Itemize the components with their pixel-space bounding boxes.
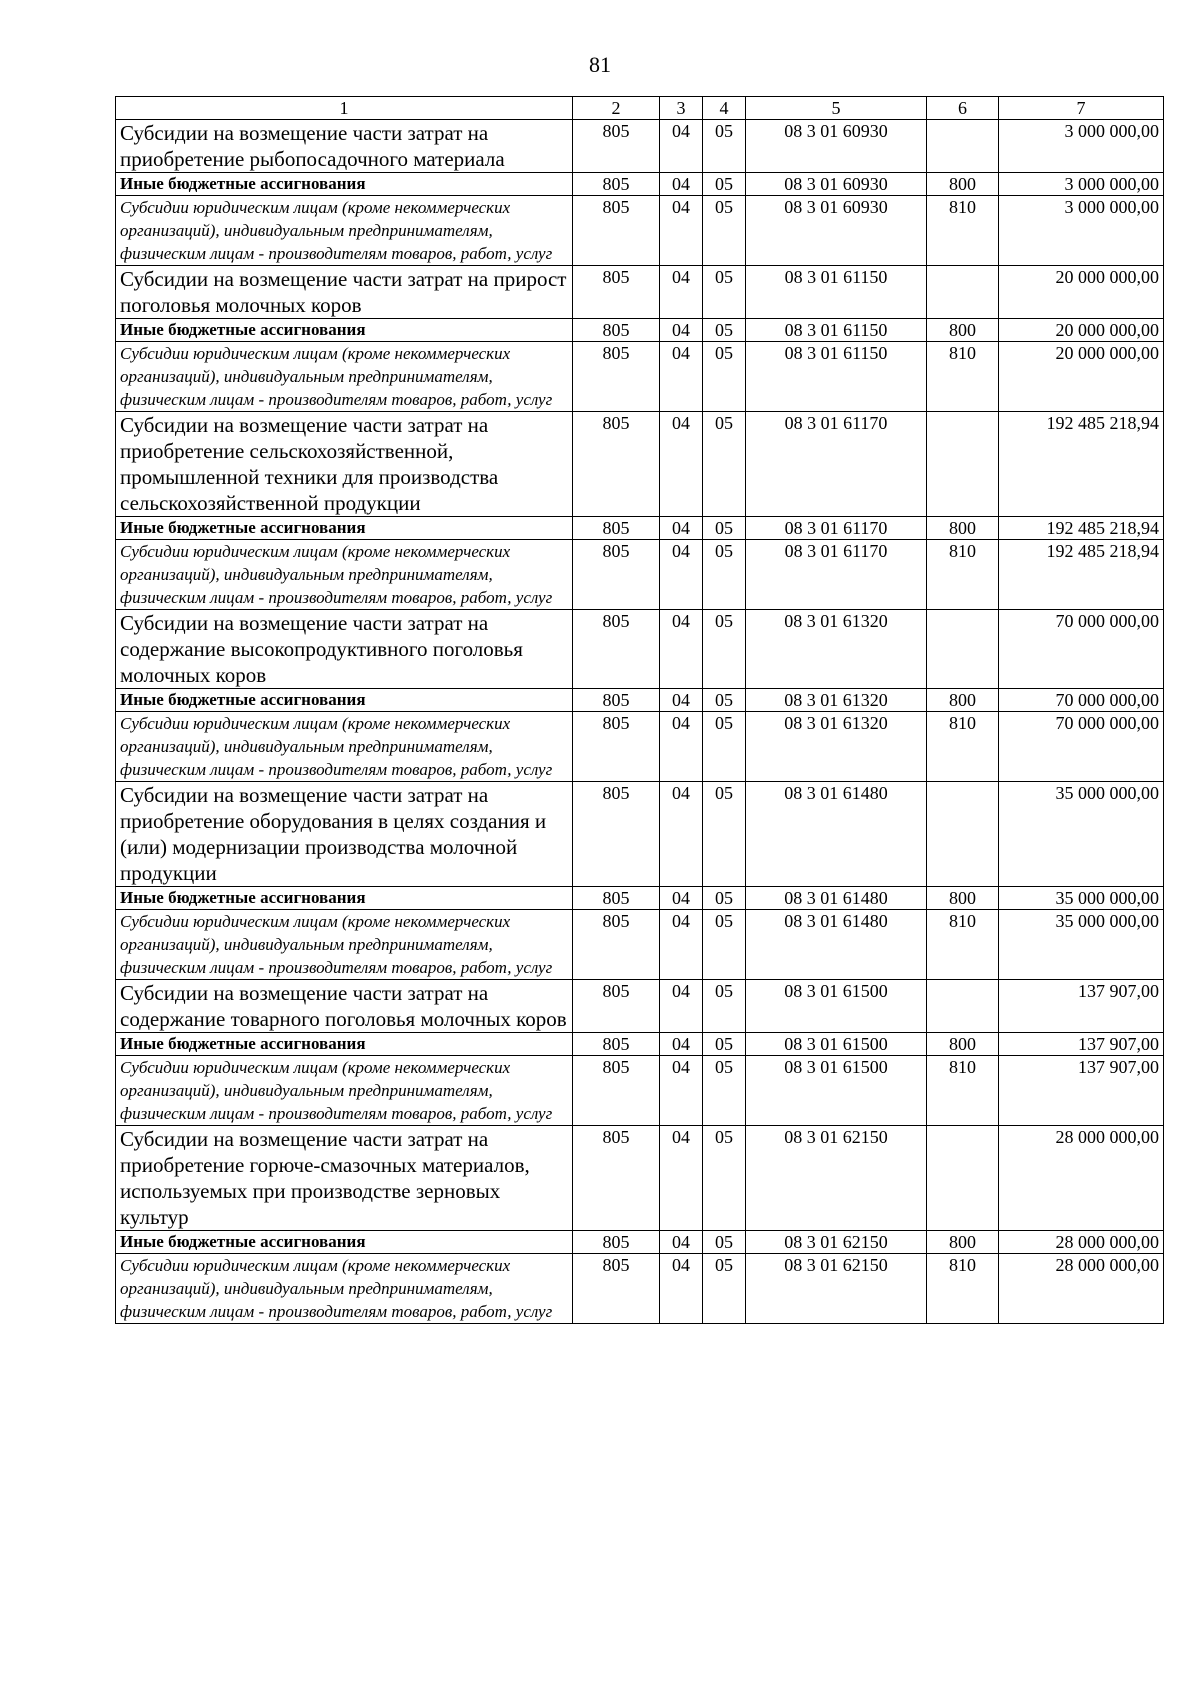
row-section-code: 04 — [660, 412, 703, 517]
row-subsection-code: 05 — [703, 173, 746, 196]
row-section-code: 04 — [660, 1126, 703, 1231]
row-description: Субсидии на возмещение части затрат на прирост поголовья молочных коров — [116, 266, 573, 319]
table-row — [116, 980, 1164, 1033]
table-row — [116, 540, 1164, 610]
row-expense-type-code: 810 — [927, 540, 999, 610]
row-subsection-code: 05 — [703, 1056, 746, 1126]
table-row — [116, 782, 1164, 887]
row-target-article-code: 08 3 01 61500 — [746, 1033, 927, 1056]
row-amount: 137 907,00 — [999, 1056, 1164, 1126]
row-subsection-code: 05 — [703, 120, 746, 173]
row-target-article-code: 08 3 01 61480 — [746, 782, 927, 887]
row-amount: 28 000 000,00 — [999, 1126, 1164, 1231]
row-target-article-code: 08 3 01 61500 — [746, 1056, 927, 1126]
row-expense-type-code: 810 — [927, 342, 999, 412]
row-subsection-code: 05 — [703, 689, 746, 712]
row-amount: 20 000 000,00 — [999, 342, 1164, 412]
table-row — [116, 1126, 1164, 1231]
row-description: Субсидии юридическим лицам (кроме некоммерческих организаций), индивидуальным предпринимателям, физическим лицам - производителям товаров, работ, услуг — [116, 712, 573, 782]
row-section-code: 04 — [660, 1254, 703, 1324]
row-section-code: 04 — [660, 689, 703, 712]
table-row — [116, 610, 1164, 689]
row-ministry-code: 805 — [573, 196, 660, 266]
row-ministry-code: 805 — [573, 1056, 660, 1126]
row-amount: 28 000 000,00 — [999, 1254, 1164, 1324]
row-description: Субсидии юридическим лицам (кроме некоммерческих организаций), индивидуальным предпринимателям, физическим лицам - производителям товаров, работ, услуг — [116, 1254, 573, 1324]
row-ministry-code: 805 — [573, 517, 660, 540]
header-cell: 5 — [746, 97, 927, 120]
row-description: Субсидии юридическим лицам (кроме некоммерческих организаций), индивидуальным предпринимателям, физическим лицам - производителям товаров, работ, услуг — [116, 540, 573, 610]
table-row — [116, 319, 1164, 342]
row-description: Иные бюджетные ассигнования — [116, 1033, 573, 1056]
row-ministry-code: 805 — [573, 120, 660, 173]
row-target-article-code: 08 3 01 62150 — [746, 1254, 927, 1324]
row-ministry-code: 805 — [573, 1231, 660, 1254]
row-ministry-code: 805 — [573, 610, 660, 689]
row-amount: 137 907,00 — [999, 980, 1164, 1033]
row-description: Субсидии на возмещение части затрат на приобретение сельскохозяйственной, промышленной техники для производства сельскохозяйственной продукции — [116, 412, 573, 517]
row-amount: 20 000 000,00 — [999, 266, 1164, 319]
row-amount: 35 000 000,00 — [999, 910, 1164, 980]
row-section-code: 04 — [660, 1033, 703, 1056]
row-expense-type-code: 800 — [927, 319, 999, 342]
row-ministry-code: 805 — [573, 689, 660, 712]
row-expense-type-code: 800 — [927, 1033, 999, 1056]
row-target-article-code: 08 3 01 61170 — [746, 540, 927, 610]
row-description: Субсидии юридическим лицам (кроме некоммерческих организаций), индивидуальным предпринимателям, физическим лицам - производителям товаров, работ, услуг — [116, 910, 573, 980]
row-target-article-code: 08 3 01 60930 — [746, 120, 927, 173]
header-cell: 4 — [703, 97, 746, 120]
budget-table — [115, 96, 1164, 1324]
row-expense-type-code: 810 — [927, 1254, 999, 1324]
row-description: Субсидии на возмещение части затрат на содержание товарного поголовья молочных коров — [116, 980, 573, 1033]
row-expense-type-code — [927, 782, 999, 887]
header-cell: 1 — [116, 97, 573, 120]
row-expense-type-code: 810 — [927, 1056, 999, 1126]
table-row — [116, 266, 1164, 319]
header-cell: 6 — [927, 97, 999, 120]
row-ministry-code: 805 — [573, 1254, 660, 1324]
row-section-code: 04 — [660, 910, 703, 980]
row-description: Субсидии юридическим лицам (кроме некоммерческих организаций), индивидуальным предпринимателям, физическим лицам - производителям товаров, работ, услуг — [116, 342, 573, 412]
row-description: Субсидии юридическим лицам (кроме некоммерческих организаций), индивидуальным предпринимателям, физическим лицам - производителям товаров, работ, услуг — [116, 1056, 573, 1126]
row-description: Иные бюджетные ассигнования — [116, 173, 573, 196]
row-subsection-code: 05 — [703, 540, 746, 610]
header-cell: 7 — [999, 97, 1164, 120]
row-description: Субсидии юридическим лицам (кроме некоммерческих организаций), индивидуальным предпринимателям, физическим лицам - производителям товаров, работ, услуг — [116, 196, 573, 266]
row-expense-type-code: 800 — [927, 517, 999, 540]
table-row — [116, 1254, 1164, 1324]
row-expense-type-code — [927, 412, 999, 517]
row-amount: 137 907,00 — [999, 1033, 1164, 1056]
row-expense-type-code — [927, 266, 999, 319]
row-subsection-code: 05 — [703, 196, 746, 266]
row-ministry-code: 805 — [573, 540, 660, 610]
row-target-article-code: 08 3 01 61150 — [746, 266, 927, 319]
row-expense-type-code: 810 — [927, 196, 999, 266]
row-subsection-code: 05 — [703, 517, 746, 540]
row-amount: 192 485 218,94 — [999, 517, 1164, 540]
row-section-code: 04 — [660, 319, 703, 342]
row-subsection-code: 05 — [703, 712, 746, 782]
row-description: Субсидии на возмещение части затрат на приобретение оборудования в целях создания и (или) модернизации производства молочной продукции — [116, 782, 573, 887]
row-ministry-code: 805 — [573, 980, 660, 1033]
row-section-code: 04 — [660, 517, 703, 540]
row-ministry-code: 805 — [573, 1126, 660, 1231]
row-target-article-code: 08 3 01 61320 — [746, 610, 927, 689]
row-expense-type-code — [927, 980, 999, 1033]
row-target-article-code: 08 3 01 62150 — [746, 1126, 927, 1231]
row-ministry-code: 805 — [573, 266, 660, 319]
table-row — [116, 173, 1164, 196]
row-section-code: 04 — [660, 610, 703, 689]
table-row — [116, 910, 1164, 980]
row-description: Иные бюджетные ассигнования — [116, 887, 573, 910]
row-amount: 35 000 000,00 — [999, 887, 1164, 910]
row-subsection-code: 05 — [703, 782, 746, 887]
row-target-article-code: 08 3 01 61150 — [746, 319, 927, 342]
row-amount: 3 000 000,00 — [999, 120, 1164, 173]
row-target-article-code: 08 3 01 61480 — [746, 887, 927, 910]
row-target-article-code: 08 3 01 60930 — [746, 196, 927, 266]
table-row — [116, 1033, 1164, 1056]
row-subsection-code: 05 — [703, 1033, 746, 1056]
row-ministry-code: 805 — [573, 1033, 660, 1056]
row-target-article-code: 08 3 01 61320 — [746, 712, 927, 782]
row-section-code: 04 — [660, 266, 703, 319]
table-row — [116, 1231, 1164, 1254]
table-row — [116, 517, 1164, 540]
row-section-code: 04 — [660, 196, 703, 266]
row-expense-type-code — [927, 120, 999, 173]
row-subsection-code: 05 — [703, 266, 746, 319]
row-target-article-code: 08 3 01 62150 — [746, 1231, 927, 1254]
row-target-article-code: 08 3 01 60930 — [746, 173, 927, 196]
row-amount: 70 000 000,00 — [999, 610, 1164, 689]
row-description: Иные бюджетные ассигнования — [116, 319, 573, 342]
row-amount: 192 485 218,94 — [999, 540, 1164, 610]
row-target-article-code: 08 3 01 61480 — [746, 910, 927, 980]
row-ministry-code: 805 — [573, 782, 660, 887]
row-ministry-code: 805 — [573, 887, 660, 910]
row-amount: 3 000 000,00 — [999, 196, 1164, 266]
row-subsection-code: 05 — [703, 610, 746, 689]
row-description: Субсидии на возмещение части затрат на приобретение горюче-смазочных материалов, используемых при производстве зерновых культур — [116, 1126, 573, 1231]
row-expense-type-code: 800 — [927, 887, 999, 910]
row-subsection-code: 05 — [703, 319, 746, 342]
row-amount: 192 485 218,94 — [999, 412, 1164, 517]
row-subsection-code: 05 — [703, 1254, 746, 1324]
row-expense-type-code: 810 — [927, 910, 999, 980]
row-amount: 28 000 000,00 — [999, 1231, 1164, 1254]
row-ministry-code: 805 — [573, 173, 660, 196]
table-row — [116, 712, 1164, 782]
row-section-code: 04 — [660, 1056, 703, 1126]
row-target-article-code: 08 3 01 61320 — [746, 689, 927, 712]
row-amount: 70 000 000,00 — [999, 712, 1164, 782]
row-subsection-code: 05 — [703, 910, 746, 980]
page-number: 81 — [589, 52, 611, 77]
row-subsection-code: 05 — [703, 412, 746, 517]
row-expense-type-code: 800 — [927, 173, 999, 196]
row-expense-type-code: 800 — [927, 689, 999, 712]
header-cell: 2 — [573, 97, 660, 120]
row-target-article-code: 08 3 01 61170 — [746, 517, 927, 540]
row-section-code: 04 — [660, 887, 703, 910]
row-description: Субсидии на возмещение части затрат на приобретение рыбопосадочного материала — [116, 120, 573, 173]
table-row — [116, 689, 1164, 712]
table-row — [116, 196, 1164, 266]
table-row — [116, 412, 1164, 517]
table-row — [116, 887, 1164, 910]
row-target-article-code: 08 3 01 61500 — [746, 980, 927, 1033]
table-row — [116, 1056, 1164, 1126]
row-expense-type-code — [927, 1126, 999, 1231]
row-amount: 20 000 000,00 — [999, 319, 1164, 342]
row-expense-type-code: 800 — [927, 1231, 999, 1254]
row-amount: 3 000 000,00 — [999, 173, 1164, 196]
row-description: Субсидии на возмещение части затрат на содержание высокопродуктивного поголовья молочных коров — [116, 610, 573, 689]
row-description: Иные бюджетные ассигнования — [116, 1231, 573, 1254]
row-subsection-code: 05 — [703, 980, 746, 1033]
table-header-row — [116, 97, 1164, 120]
row-ministry-code: 805 — [573, 712, 660, 782]
row-target-article-code: 08 3 01 61150 — [746, 342, 927, 412]
row-expense-type-code: 810 — [927, 712, 999, 782]
row-amount: 70 000 000,00 — [999, 689, 1164, 712]
table-row — [116, 120, 1164, 173]
row-target-article-code: 08 3 01 61170 — [746, 412, 927, 517]
row-section-code: 04 — [660, 1231, 703, 1254]
header-cell: 3 — [660, 97, 703, 120]
row-subsection-code: 05 — [703, 887, 746, 910]
row-section-code: 04 — [660, 540, 703, 610]
row-ministry-code: 805 — [573, 910, 660, 980]
row-section-code: 04 — [660, 782, 703, 887]
row-subsection-code: 05 — [703, 1126, 746, 1231]
row-ministry-code: 805 — [573, 319, 660, 342]
row-section-code: 04 — [660, 712, 703, 782]
row-section-code: 04 — [660, 120, 703, 173]
row-description: Иные бюджетные ассигнования — [116, 689, 573, 712]
row-subsection-code: 05 — [703, 1231, 746, 1254]
row-section-code: 04 — [660, 173, 703, 196]
row-ministry-code: 805 — [573, 342, 660, 412]
row-description: Иные бюджетные ассигнования — [116, 517, 573, 540]
row-ministry-code: 805 — [573, 412, 660, 517]
row-expense-type-code — [927, 610, 999, 689]
row-subsection-code: 05 — [703, 342, 746, 412]
table-row — [116, 342, 1164, 412]
row-section-code: 04 — [660, 980, 703, 1033]
row-section-code: 04 — [660, 342, 703, 412]
row-amount: 35 000 000,00 — [999, 782, 1164, 887]
